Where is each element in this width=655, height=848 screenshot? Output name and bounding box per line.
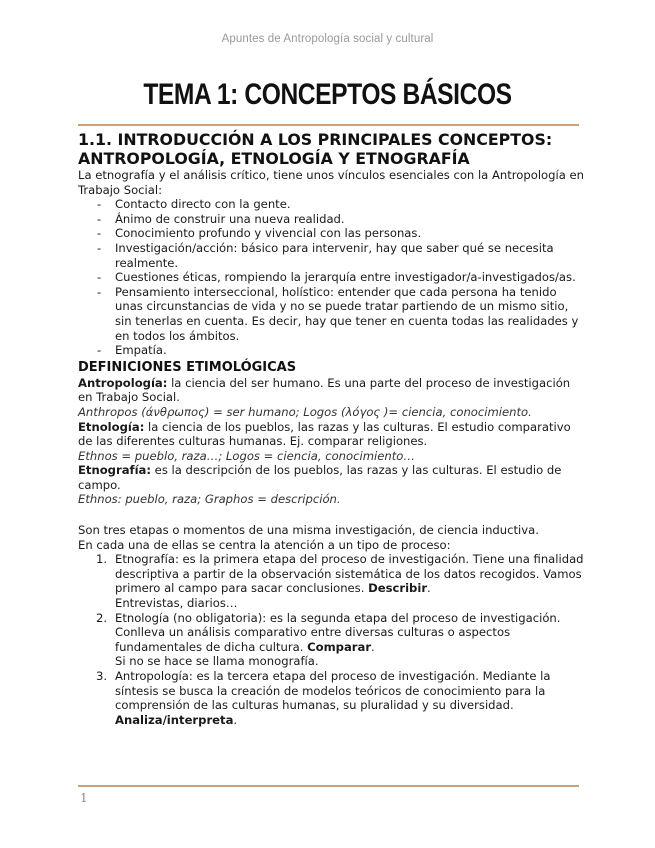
main-content [78,130,584,727]
list-item-text: Pensamiento interseccional, holístico: entender que cada persona ha tenido unas circunstancias de vida y no se puede tratar partiendo de un mismo sitio, sin tenerlas en cuenta. Es decir, hay que tener en cuenta todas las realidades y en todos los ámbitos. [115,284,579,343]
section-heading-line2: ANTROPOLOGÍA, ETNOLOGÍA Y ETNOGRAFÍA [78,149,470,168]
etymology-etnografia: Ethnos: pueblo, raza; Graphos = descripción. [78,492,341,507]
definition-etnologia [78,420,584,449]
stage-extra: Entrevistas, diarios… [115,596,238,611]
definition-term: Etnografía: [78,463,151,478]
list-item-text: Empatía. [115,343,167,358]
list-item [78,343,584,358]
stages-list [78,552,584,727]
intro-paragraph: La etnografía y el análisis crítico, tiene unos vínculos esenciales con la Antropología en Trabajo Social: [78,168,584,197]
list-item [78,212,584,227]
bullet-marker: - [97,226,102,241]
paragraph-gap [78,507,584,523]
definition-text: la ciencia del ser humano. Es una parte del proceso de investigación en Trabajo Social. [78,375,571,405]
stage-text: Etnología (no obligatoria): es la segunda etapa del proceso de investigación. Conlleva un análisis comparativo entre diversas culturas o aspectos fundamentales de dicha cultura. [115,610,561,654]
section-heading-line1: 1.1. INTRODUCCIÓN A LOS PRINCIPALES CONCEPTOS: [78,130,553,149]
running-header: Apuntes de Antropología social y cultural [221,33,434,45]
stage-number: 1. [96,552,108,567]
bullet-list [78,197,584,358]
stage-keyword: Comparar [307,639,372,654]
stage-number: 3. [96,669,108,683]
stage-number: 2. [96,610,108,625]
list-item-text: Contacto directo con la gente. [115,197,291,212]
etymology-antropologia: Anthropos (άνθρωπος) = ser humano; Logos (λόγος )= ciencia, conocimiento. [78,404,532,419]
stage-text: Antropología: es la tercera etapa del proceso de investigación. Mediante la síntesis se busca la creación de modelos teóricos de conocimiento para la comprensión de las culturas humanas, su pluralidad y su diversidad. [115,669,551,713]
stages-intro-1: Son tres etapas o momentos de una misma investigación, de ciencia inductiva. [78,523,539,538]
list-item [78,241,584,270]
bullet-marker: - [97,270,102,285]
bullet-marker: - [97,343,102,358]
footer-divider [78,785,579,787]
stage-item [78,669,584,727]
stage-end: . [427,581,431,596]
definitions-heading: DEFINICIONES ETIMOLÓGICAS [78,359,297,375]
stage-keyword: Analiza/interpreta [115,712,234,727]
stage-keyword: Describir [368,581,428,596]
definition-etnografia [78,463,584,492]
stage-end: . [233,712,238,727]
list-item-text: Investigación/acción: básico para intervenir, hay que saber qué se necesita realmente. [115,240,554,270]
list-item [78,285,584,343]
page-number: 1 [80,791,88,805]
definition-text: es la descripción de los pueblos, las razas y las culturas. El estudio de campo. [78,463,562,492]
stages-intro-2: En cada una de ellas se centra la atención a un tipo de proceso: [78,537,451,552]
list-item [78,197,584,212]
page-title: TEMA 1: CONCEPTOS BÁSICOS [143,78,512,111]
section-heading [78,130,584,168]
bullet-marker: - [97,284,102,299]
bullet-marker: - [97,197,102,212]
list-item-text: Cuestiones éticas, rompiendo la jerarquía entre investigador/a-investigados/as. [115,270,576,285]
stage-item [78,611,584,669]
bullet-marker: - [97,240,102,255]
title-divider [78,124,579,126]
definition-antropologia [78,376,584,405]
stage-end: . [371,639,375,654]
definition-term: Antropología: [78,375,168,390]
definition-term: Etnología: [78,419,145,434]
bullet-marker: - [97,211,102,226]
etymology-etnologia: Ethnos = pueblo, raza…; Logos = ciencia, conocimiento… [78,448,415,463]
stage-item [78,552,584,610]
definition-text: la ciencia de los pueblos, las razas y las culturas. El estudio comparativo de las diferentes culturas humanas. Ej. comparar religiones. [78,419,571,449]
list-item [78,270,584,285]
list-item [78,226,584,241]
stage-extra: Si no se hace se llama monografía. [115,654,319,669]
stage-text: Etnografía: es la primera etapa del proceso de investigación. Tiene una finalidad descriptiva a partir de la observación sistemática de los datos recogidos. Vamos primero al campo para sacar conclusiones. [115,552,584,596]
list-item-text: Ánimo de construir una nueva realidad. [115,211,345,226]
list-item-text: Conocimiento profundo y vivencial con las personas. [115,226,422,241]
